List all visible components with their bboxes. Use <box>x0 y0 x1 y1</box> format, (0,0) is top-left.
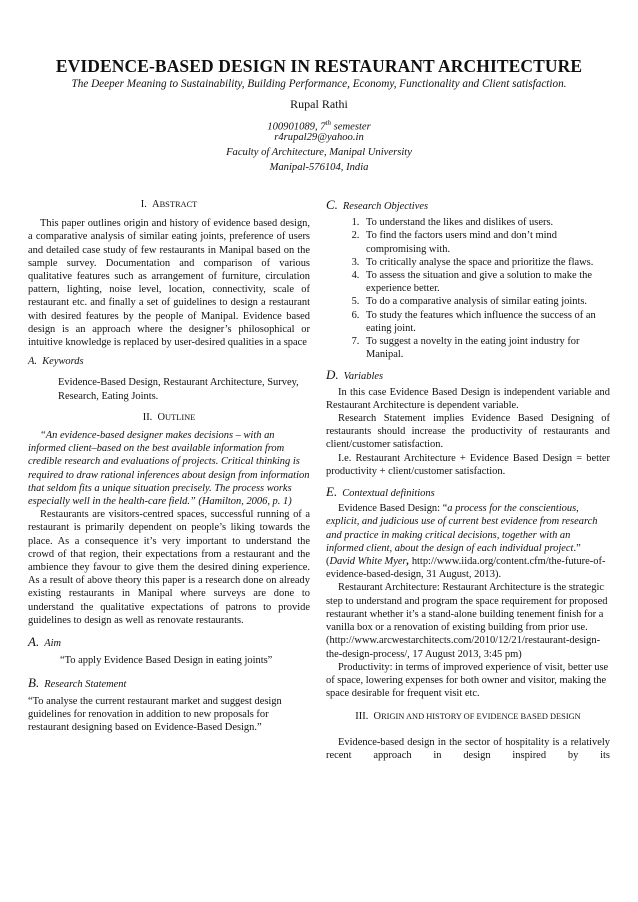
subsection-heading-variables: D. Variables <box>326 367 384 383</box>
outline-quote: “An evidence-based designer makes decisions – with an informed client–based on the best available information from credible research and evaluations of projects. Critical thinking is required to draw rational inferences about design from information that seldom fits a unique situation precisely. The process works especially well in the health-care field.” (Hamilton, 2006, p. 1) <box>28 430 310 508</box>
subsection-heading-objectives: C. Research Objectives <box>326 197 429 212</box>
author-id: 100901089, 7 <box>267 121 326 133</box>
objective-item: 5. To do a comparative analysis of similar eating joints. <box>362 295 610 308</box>
subsection-heading-aim: A. Aim <box>28 634 62 650</box>
section-heading-outline: II. OUTLINE <box>142 411 196 423</box>
aim-body: “To apply Evidence Based Design in eating joints” <box>60 655 273 667</box>
section-heading-abstract: I. ABSTRACT <box>140 199 198 210</box>
paper-title: EVIDENCE-BASED DESIGN IN RESTAURANT ARCHITECTURE <box>55 56 583 76</box>
objectives-list <box>326 216 610 361</box>
objective-item: 1. To understand the likes and dislikes of users. <box>362 216 610 229</box>
definition-restaurant-architecture: Restaurant Architecture: Restaurant Architecture is the strategic step to understand and program the space requirement for proposed restaurant whether it’s a stand-alone building tenement finish for a vanilla box or a renovation of existing building from prior use. (http://www.arcwestarchitects.com/2010/12/21/restaurant-design-the-design-process/, 17 August 2013, 3:45 pm) <box>326 582 608 660</box>
section-heading-origin: III. ORIGIN AND HISTORY OF EVIDENCE BASED DESIGN <box>355 711 581 723</box>
outline-body: Restaurants are visitors-centred spaces, successful running of a restaurant is primarily dependent on people’s liking towards the place. As a consequence it’s very important to understand the crowd of that region, their expectations from a restaurant and the ambience they favour to give them the desired dining experience. As a result of above theory this paper is a research done on already existing restaurants in Manipal where surveys are done to understand the qualitative expectations of patrons to provide guidelines to design as well as renovate restaurants. <box>28 509 310 626</box>
paper-subtitle: The Deeper Meaning to Sustainability, Building Performance, Economy, Functionality and Client satisfaction. <box>71 78 567 90</box>
research-statement-body: “To analyse the current restaurant market and suggest design guidelines for renovation in addition to new proposals for restaurant designing based on Evidence-Based Design.” <box>28 695 282 734</box>
subsection-heading-keywords: A. Keywords <box>28 356 84 368</box>
objective-item: 7. To suggest a novelty in the eating joint industry for Manipal. <box>362 335 610 361</box>
subsection-heading-research-statement: B. Research Statement <box>28 674 127 690</box>
left-column <box>28 198 310 734</box>
keywords-body: Evidence-Based Design, Restaurant Architecture, Survey, Research, Eating Joints. <box>58 377 299 402</box>
author-location: Manipal-576104, India <box>269 162 369 173</box>
objective-item: 3. To critically analyse the space and prioritize the flaws. <box>362 256 610 269</box>
origin-body: Evidence-based design in the sector of hospitality is a relatively recent approach in design inspired by its <box>326 736 610 761</box>
author-semester: semester <box>331 121 371 133</box>
subsection-heading-definitions: E. Contextual definitions <box>326 484 435 500</box>
objective-item: 4. To assess the situation and give a solution to make the experience better. <box>362 269 610 295</box>
author-id-line <box>0 119 638 133</box>
author-faculty: Faculty of Architecture, Manipal University <box>226 147 412 158</box>
objective-item: 6. To study the features which influence the success of an eating joint. <box>362 309 610 335</box>
objective-item: 2. To find the factors users mind and don’t mind compromising with. <box>362 229 610 255</box>
variables-p2: Research Statement implies Evidence Based Designing of restaurants should increase the productivity of restaurants and client/customer satisfaction. <box>326 413 610 451</box>
definition-productivity: Productivity: in terms of improved experience of visit, better use of space, lowering expenses for both owner and visitor, making the space desirable for frequent visit etc. <box>326 661 609 700</box>
variables-p1: In this case Evidence Based Design is independent variable and Restaurant Architecture is dependent variable. <box>326 386 610 411</box>
author-id-sup: th <box>325 119 331 127</box>
author-email: r4rupal29@yahoo.in <box>274 132 364 143</box>
right-column <box>326 198 610 762</box>
abstract-body: This paper outlines origin and history of evidence based design, a comparative analysis of similar eating joints, preference of users and detailed case study of few restaurants in Manipal based on the sample survey. Documentation and comparison of various qualitative features such as arrangement of furniture, circulation pattern, lighting, noise level, location, connectivity, scale of restaurant etc. and finally a set of guidelines to design a restaurant with desired features by the people of Manipal. Evidence based design is an approach where the designer’s philosophical or intuitive knowledge is replaced by user-desired qualities in a space <box>28 218 310 349</box>
author-name: Rupal Rathi <box>290 97 348 111</box>
definition-ebd: Evidence Based Design: “a process for the conscientious, explicit, and judicious use of current best evidence from research and practice in making critical decisions, together with an informed client, about the design of each individual project.” (David White Myer, http://www.iida.org/content.cfm/the-future-of-evidence-based-design, 31 August, 2013). <box>326 503 606 581</box>
variables-p3: I.e. Restaurant Architecture + Evidence Based Design = better productivity + client/customer satisfaction. <box>326 452 610 477</box>
definition-ebd-source: http://www.iida.org/content.cfm/the-future-of-evidence-based-design, 31 August, 2013). <box>326 556 606 581</box>
